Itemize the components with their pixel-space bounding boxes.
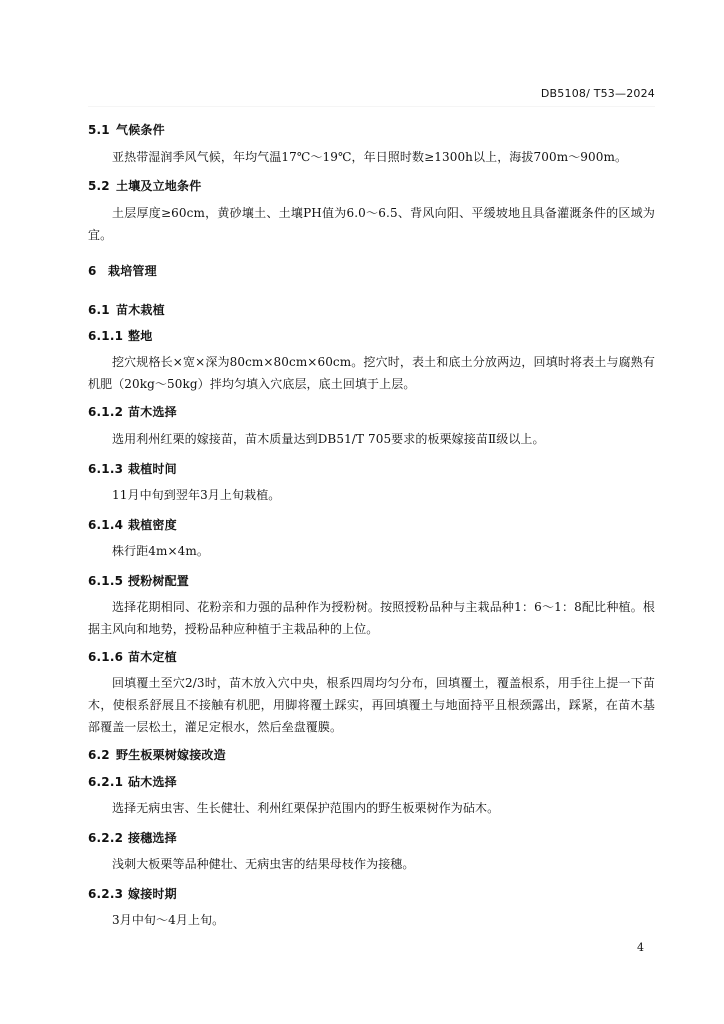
heading-title: 嫁接时期 [128, 887, 177, 901]
heading-title: 野生板栗树嫁接改造 [116, 748, 226, 762]
heading-number: 6.1 [88, 303, 110, 317]
heading-number: 6.2 [88, 748, 110, 762]
paragraph-planting-density: 株行距4m×4m。 [112, 544, 209, 558]
heading-6-1-4 [88, 516, 177, 533]
heading-title: 栽培管理 [108, 264, 157, 278]
heading-title: 授粉树配置 [128, 574, 190, 588]
heading-6-2-3 [88, 885, 177, 902]
heading-title: 整地 [128, 329, 153, 343]
heading-5-2 [88, 177, 201, 194]
paragraph-land-prep: 挖穴规格长×宽×深为80cm×80cm×60cm。挖穴时，表土和底土分放两边，回填时将表土与腐熟有机肥（20kg～50kg）拌均匀填入穴底层，底土回填于上层。 [88, 355, 655, 391]
heading-number: 6.1.1 [88, 329, 124, 343]
heading-6-1-6 [88, 648, 177, 665]
heading-title: 栽植时间 [128, 462, 177, 476]
heading-number: 6 [88, 264, 97, 278]
page-number: 4 [637, 941, 644, 954]
heading-6-1 [88, 301, 165, 318]
heading-title: 气候条件 [116, 123, 165, 137]
heading-6-2-1 [88, 773, 177, 790]
heading-6-1-3 [88, 460, 177, 477]
heading-number: 6.2.3 [88, 887, 124, 901]
heading-number: 6.1.3 [88, 462, 124, 476]
heading-title: 土壤及立地条件 [116, 179, 202, 193]
paragraph-planting-time: 11月中旬到翌年3月上旬栽植。 [112, 488, 281, 502]
paragraph-climate: 亚热带湿润季风气候，年均气温17℃～19℃，年日照时数≥1300h以上，海拔700m～900m。 [112, 150, 628, 164]
heading-number: 6.1.6 [88, 650, 124, 664]
heading-number: 5.2 [88, 179, 110, 193]
paragraph-seedling-selection: 选用利州红栗的嫁接苗，苗木质量达到DB51/T 705要求的板栗嫁接苗Ⅱ级以上。 [112, 432, 545, 446]
document-code: DB5108/ T53—2024 [540, 87, 655, 100]
paragraph-rootstock: 选择无病虫害、生长健壮、利州红栗保护范围内的野生板栗树作为砧木。 [112, 801, 500, 815]
heading-title: 苗木选择 [128, 405, 177, 419]
heading-6 [88, 262, 157, 279]
heading-title: 苗木栽植 [116, 303, 165, 317]
heading-6-1-2 [88, 403, 177, 420]
heading-number: 5.1 [88, 123, 110, 137]
paragraph-pollinizer: 选择花期相同、花粉亲和力强的品种作为授粉树。按照授粉品种与主栽品种1：6～1：8配比种植。根据主风向和地势，授粉品种应种植于主栽品种的上位。 [88, 600, 655, 636]
heading-title: 栽植密度 [128, 518, 177, 532]
heading-number: 6.1.2 [88, 405, 124, 419]
paragraph-planting: 回填覆土至穴2/3时，苗木放入穴中央，根系四周均匀分布，回填覆土，覆盖根系，用手往上提一下苗木，使根系舒展且不接触有机肥，用脚将覆土踩实，再回填覆土与地面持平且根颈露出，踩紧，在苗木基部覆盖一层松土，灌足定根水，然后垒盘覆膜。 [88, 676, 655, 734]
heading-5-1 [88, 121, 165, 138]
heading-6-1-1 [88, 327, 152, 344]
heading-title: 砧木选择 [128, 775, 177, 789]
paragraph-scion: 浅刺大板栗等品种健壮、无病虫害的结果母枝作为接穗。 [112, 857, 415, 871]
heading-number: 6.1.5 [88, 574, 124, 588]
heading-6-2 [88, 746, 226, 763]
paragraph-grafting-period: 3月中旬～4月上旬。 [112, 913, 225, 927]
heading-6-2-2 [88, 829, 177, 846]
heading-title: 苗木定植 [128, 650, 177, 664]
paragraph-soil: 土层厚度≥60cm，黄砂壤土、土壤PH值为6.0～6.5、背风向阳、平缓坡地且具备灌溉条件的区域为宜。 [88, 206, 655, 242]
heading-number: 6.2.1 [88, 775, 124, 789]
heading-number: 6.1.4 [88, 518, 124, 532]
heading-6-1-5 [88, 572, 189, 589]
heading-title: 接穗选择 [128, 831, 177, 845]
heading-number: 6.2.2 [88, 831, 124, 845]
header-divider [88, 106, 655, 107]
